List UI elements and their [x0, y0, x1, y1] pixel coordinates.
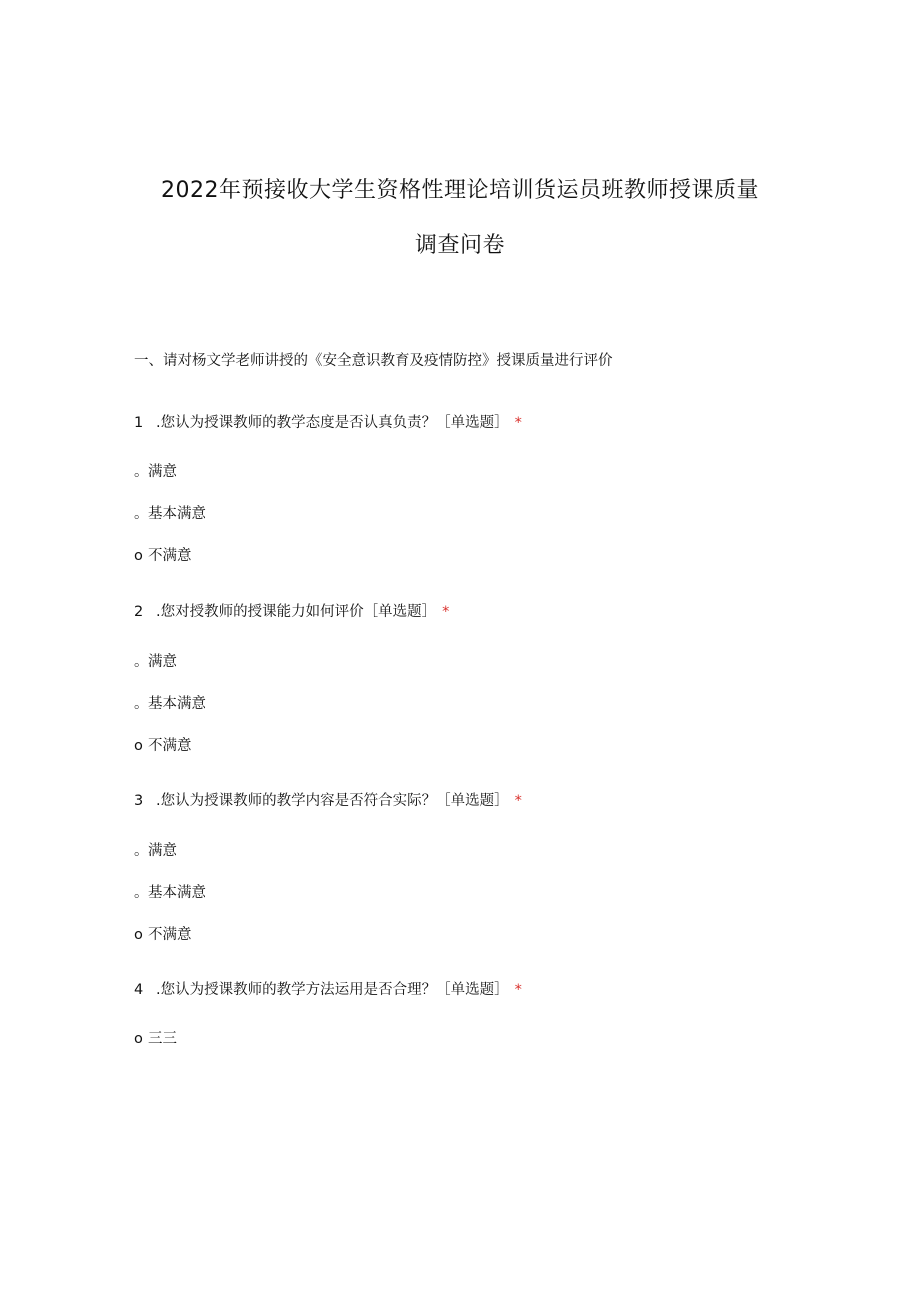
option-label: 三三 [148, 1031, 177, 1047]
option-radio[interactable] [134, 692, 206, 713]
question-text: .您认为授课教师的教学方法运用是否合理？［单选题］ [156, 982, 509, 998]
option-radio[interactable] [134, 460, 177, 481]
option-label: 基本满意 [148, 696, 206, 712]
question-number: 2 [134, 604, 144, 620]
option-radio[interactable] [134, 1027, 177, 1048]
question-2 [134, 600, 449, 621]
option-label: 满意 [148, 464, 177, 480]
radio-mark-icon: 。 [134, 506, 149, 522]
option-label: 满意 [148, 843, 177, 859]
question-3 [134, 789, 522, 810]
survey-title-line-2: 调查问卷 [414, 233, 505, 258]
required-marker: * [514, 982, 522, 998]
option-radio[interactable] [134, 544, 192, 565]
option-radio[interactable] [134, 839, 177, 860]
radio-mark-icon: o [134, 738, 143, 754]
survey-title-line-1: 2022年预接收大学生资格性理论培训货运员班教师授课质量 [161, 178, 759, 203]
required-marker: * [514, 793, 522, 809]
required-marker: * [442, 604, 450, 620]
option-label: 满意 [148, 654, 177, 670]
radio-mark-icon: 。 [134, 464, 149, 480]
option-label: 基本满意 [148, 885, 206, 901]
question-1 [134, 411, 522, 432]
question-number: 1 [134, 415, 144, 431]
option-radio[interactable] [134, 734, 192, 755]
radio-mark-icon: o [134, 1031, 143, 1047]
radio-mark-icon: o [134, 548, 143, 564]
option-label: 基本满意 [148, 506, 206, 522]
question-text: .您对授教师的授课能力如何评价［单选题］ [156, 604, 437, 620]
option-radio[interactable] [134, 881, 206, 902]
radio-mark-icon: 。 [134, 654, 149, 670]
question-text: .您认为授课教师的教学态度是否认真负责？［单选题］ [156, 415, 509, 431]
option-label: 不满意 [148, 738, 192, 754]
option-radio[interactable] [134, 923, 192, 944]
question-number: 3 [134, 793, 144, 809]
option-label: 不满意 [148, 927, 192, 943]
option-label: 不满意 [148, 548, 192, 564]
radio-mark-icon: 。 [134, 885, 149, 901]
section-heading: 一、请对杨文学老师讲授的《安全意识教育及疫情防控》授课质量进行评价 [134, 353, 613, 369]
option-radio[interactable] [134, 650, 177, 671]
radio-mark-icon: 。 [134, 843, 149, 859]
question-number: 4 [134, 982, 144, 998]
radio-mark-icon: o [134, 927, 143, 943]
question-text: .您认为授课教师的教学内容是否符合实际？［单选题］ [156, 793, 509, 809]
radio-mark-icon: 。 [134, 696, 149, 712]
required-marker: * [514, 415, 522, 431]
option-radio[interactable] [134, 502, 206, 523]
question-4 [134, 978, 522, 999]
